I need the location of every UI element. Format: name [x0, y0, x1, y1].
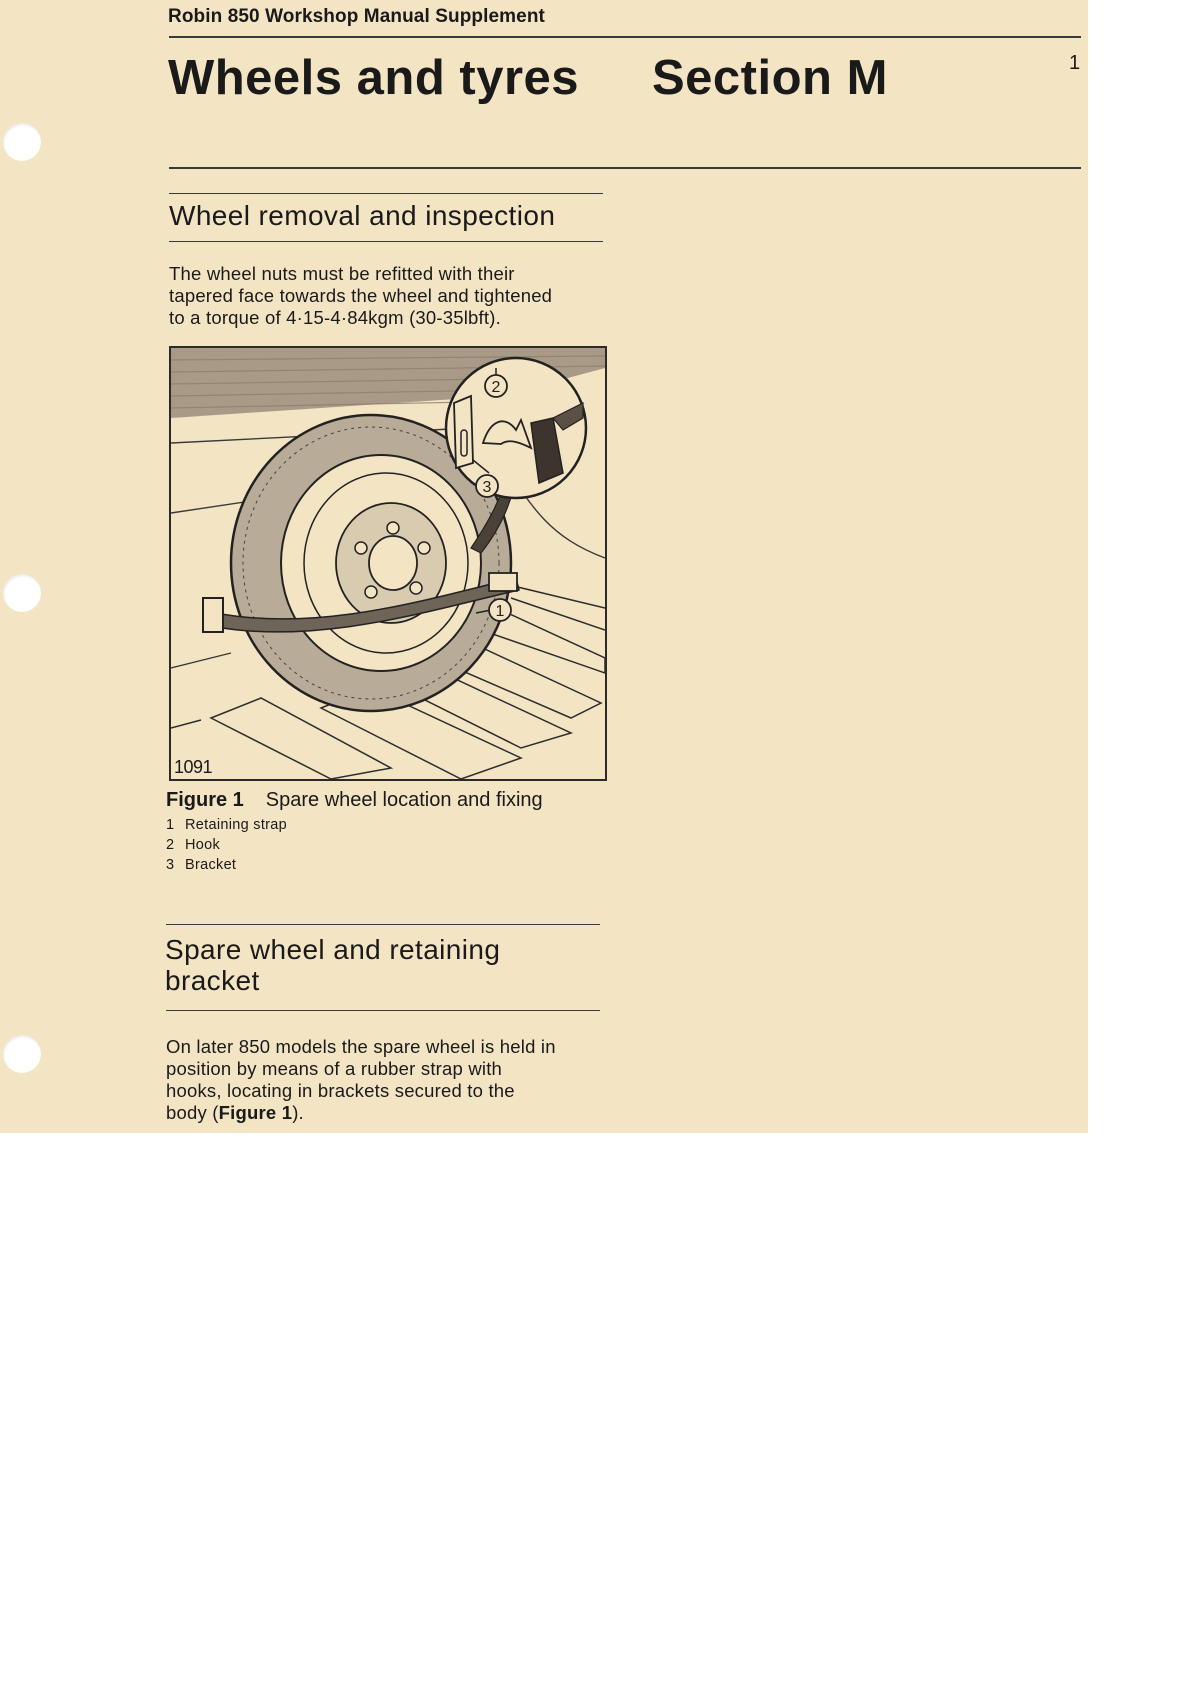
strap-hook-drawing [489, 573, 517, 591]
header-rule [169, 36, 1081, 38]
detail-inset [446, 358, 586, 498]
section-rule-top [166, 924, 600, 925]
running-head: Robin 850 Workshop Manual Supplement [168, 6, 545, 27]
section-title: Section M [652, 51, 888, 105]
title-rule [169, 167, 1081, 169]
section-rule-bottom [166, 1010, 600, 1011]
bracket-left-drawing [203, 598, 223, 632]
section-body [169, 263, 609, 329]
figure-caption [166, 789, 543, 812]
section-heading: Wheel removal and inspection [169, 200, 556, 231]
section-rule-top [169, 193, 603, 194]
figure-caption-text: Spare wheel location and fixing [265, 789, 543, 811]
illustration-drawing [171, 348, 605, 779]
figure-id: 1091 [174, 757, 213, 777]
text-line: tapered face towards the wheel and tightened [169, 285, 553, 306]
legend-item: 1 Retaining strap [166, 817, 288, 833]
binder-hole [3, 574, 41, 612]
text-line: to a torque of 4·15-4·84kgm (30-35lbft). [169, 307, 501, 328]
callout-3 [476, 475, 498, 497]
text-line: The wheel nuts must be refitted with their [169, 263, 515, 284]
binder-hole [3, 123, 41, 161]
spare-wheel-illustration [169, 346, 607, 781]
svg-text:2: 2 [491, 379, 501, 396]
legend-item: 3 Bracket [166, 857, 237, 873]
text-line: On later 850 models the spare wheel is held in [166, 1036, 556, 1057]
figure-legend [166, 815, 287, 875]
svg-text:1: 1 [495, 603, 505, 620]
figure-reference: Figure 1 [218, 1102, 293, 1123]
binder-hole [3, 1035, 41, 1073]
figure-label: Figure 1 [166, 789, 244, 811]
section-body [166, 1036, 606, 1124]
text-line: position by means of a rubber strap with [166, 1058, 503, 1079]
section-heading [165, 934, 500, 996]
page-number: 1 [1069, 52, 1081, 74]
text-line: body (Figure 1). [166, 1102, 304, 1123]
section-rule-bottom [169, 241, 603, 242]
text-line: hooks, locating in brackets secured to the [166, 1080, 515, 1101]
svg-text:3: 3 [482, 479, 492, 496]
page-title: Wheels and tyres [168, 51, 580, 105]
callout-2 [485, 375, 507, 397]
heading-line: Spare wheel and retaining [165, 934, 501, 965]
legend-item: 2 Hook [166, 837, 221, 853]
heading-line: bracket [165, 965, 260, 996]
